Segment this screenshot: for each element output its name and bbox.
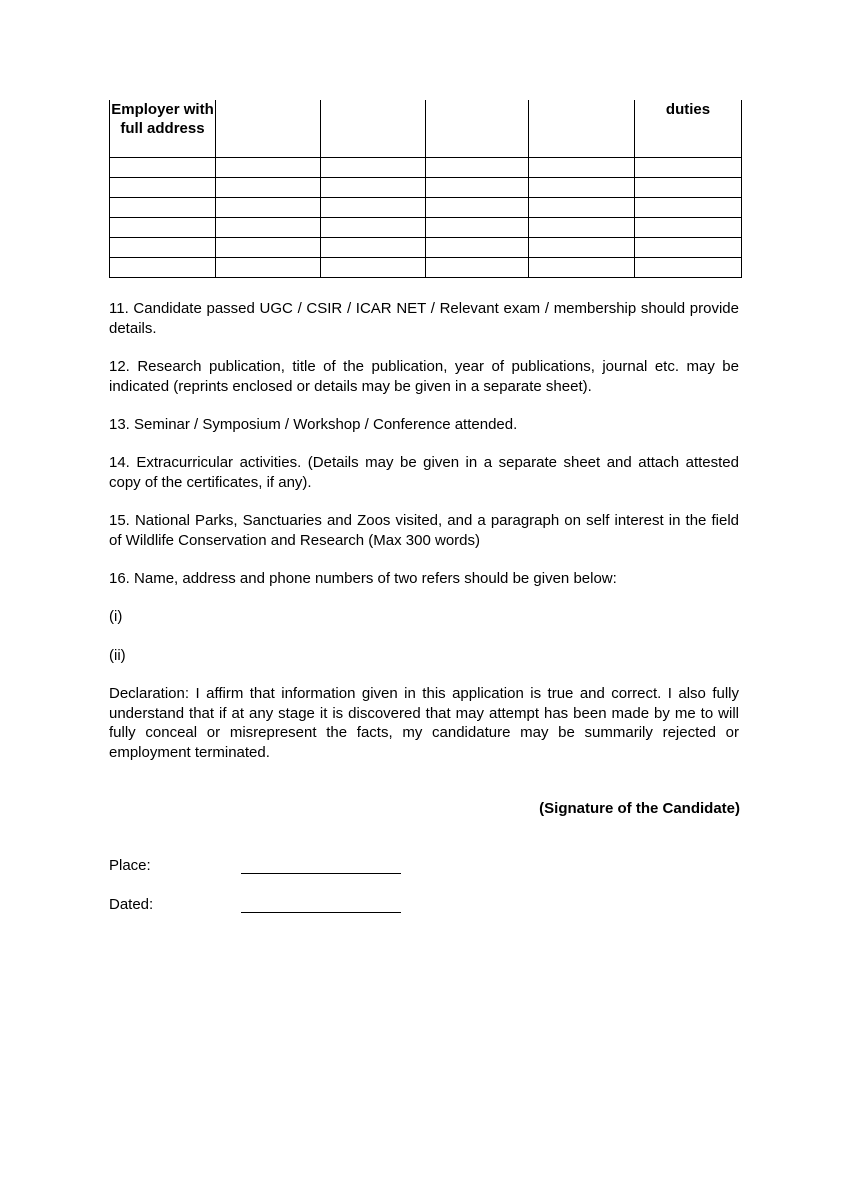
table-row — [110, 258, 742, 278]
table-row — [110, 218, 742, 238]
table-cell[interactable] — [529, 238, 635, 258]
table-cell[interactable] — [216, 158, 321, 178]
header-col-4 — [426, 100, 529, 158]
signature-label: (Signature of the Candidate) — [539, 800, 740, 817]
table-cell[interactable] — [216, 178, 321, 198]
referee-2: (ii) — [109, 647, 126, 664]
table-cell[interactable] — [635, 258, 742, 278]
table-body — [110, 158, 742, 278]
header-col-3 — [321, 100, 426, 158]
item-16: 16. Name, address and phone numbers of two refers should be given below: — [109, 570, 617, 587]
item-11: 11. Candidate passed UGC / CSIR / ICAR NET / Relevant exam / membership should provide details. — [109, 300, 739, 337]
header-col-2 — [216, 100, 321, 158]
table-cell[interactable] — [110, 198, 216, 218]
table-cell[interactable] — [321, 258, 426, 278]
dated-field — [109, 896, 153, 913]
item-15: 15. National Parks, Sanctuaries and Zoos visited, and a paragraph on self interest in the field of Wildlife Conservation and Research (Max 300 words) — [109, 512, 739, 549]
table-header-row — [110, 100, 742, 158]
table-cell[interactable] — [321, 178, 426, 198]
referee-1: (i) — [109, 608, 123, 625]
table-cell[interactable] — [635, 218, 742, 238]
table-cell[interactable] — [321, 218, 426, 238]
dated-label: Dated: — [109, 896, 154, 913]
table-cell[interactable] — [426, 258, 529, 278]
table-cell[interactable] — [635, 238, 742, 258]
item-13: 13. Seminar / Symposium / Workshop / Conference attended. — [109, 416, 518, 433]
table-row — [110, 238, 742, 258]
dated-line[interactable] — [241, 912, 401, 913]
table-cell[interactable] — [529, 218, 635, 238]
table-cell[interactable] — [216, 198, 321, 218]
table-row — [110, 178, 742, 198]
table-cell[interactable] — [426, 238, 529, 258]
table-cell[interactable] — [110, 178, 216, 198]
table-row — [110, 198, 742, 218]
table-cell[interactable] — [529, 158, 635, 178]
table-cell[interactable] — [426, 218, 529, 238]
table-cell[interactable] — [529, 178, 635, 198]
table-cell[interactable] — [110, 218, 216, 238]
table-cell[interactable] — [529, 198, 635, 218]
table-cell[interactable] — [321, 198, 426, 218]
employment-table — [109, 100, 742, 278]
header-col-5 — [529, 100, 635, 158]
table-cell[interactable] — [529, 258, 635, 278]
place-line[interactable] — [241, 873, 401, 874]
header-employer: Employer with full address — [110, 100, 216, 158]
form-page — [109, 100, 739, 278]
table-cell[interactable] — [110, 258, 216, 278]
table-cell[interactable] — [426, 158, 529, 178]
table-cell[interactable] — [321, 238, 426, 258]
table-cell[interactable] — [426, 178, 529, 198]
table-cell[interactable] — [110, 238, 216, 258]
place-label: Place: — [109, 857, 151, 874]
place-field — [109, 857, 151, 874]
table-cell[interactable] — [216, 238, 321, 258]
header-duties: duties — [635, 100, 742, 158]
table-cell[interactable] — [216, 218, 321, 238]
table-row — [110, 158, 742, 178]
item-12: 12. Research publication, title of the publication, year of publications, journal etc. may be indicated (reprints enclosed or details may be given in a separate sheet). — [109, 358, 739, 395]
table-cell[interactable] — [321, 158, 426, 178]
table-cell[interactable] — [635, 178, 742, 198]
declaration: Declaration: I affirm that information given in this application is true and correct. I also fully understand that if at any stage it is discovered that may attempt has been made by me to will fully conceal or misrepresent the facts, my candidature may be summarily rejected or employment terminated. — [109, 685, 739, 761]
table-cell[interactable] — [110, 158, 216, 178]
item-14: 14. Extracurricular activities. (Details may be given in a separate sheet and attach attested copy of the certificates, if any). — [109, 454, 739, 491]
table-cell[interactable] — [635, 198, 742, 218]
table-cell[interactable] — [426, 198, 529, 218]
table-cell[interactable] — [216, 258, 321, 278]
table-cell[interactable] — [635, 158, 742, 178]
